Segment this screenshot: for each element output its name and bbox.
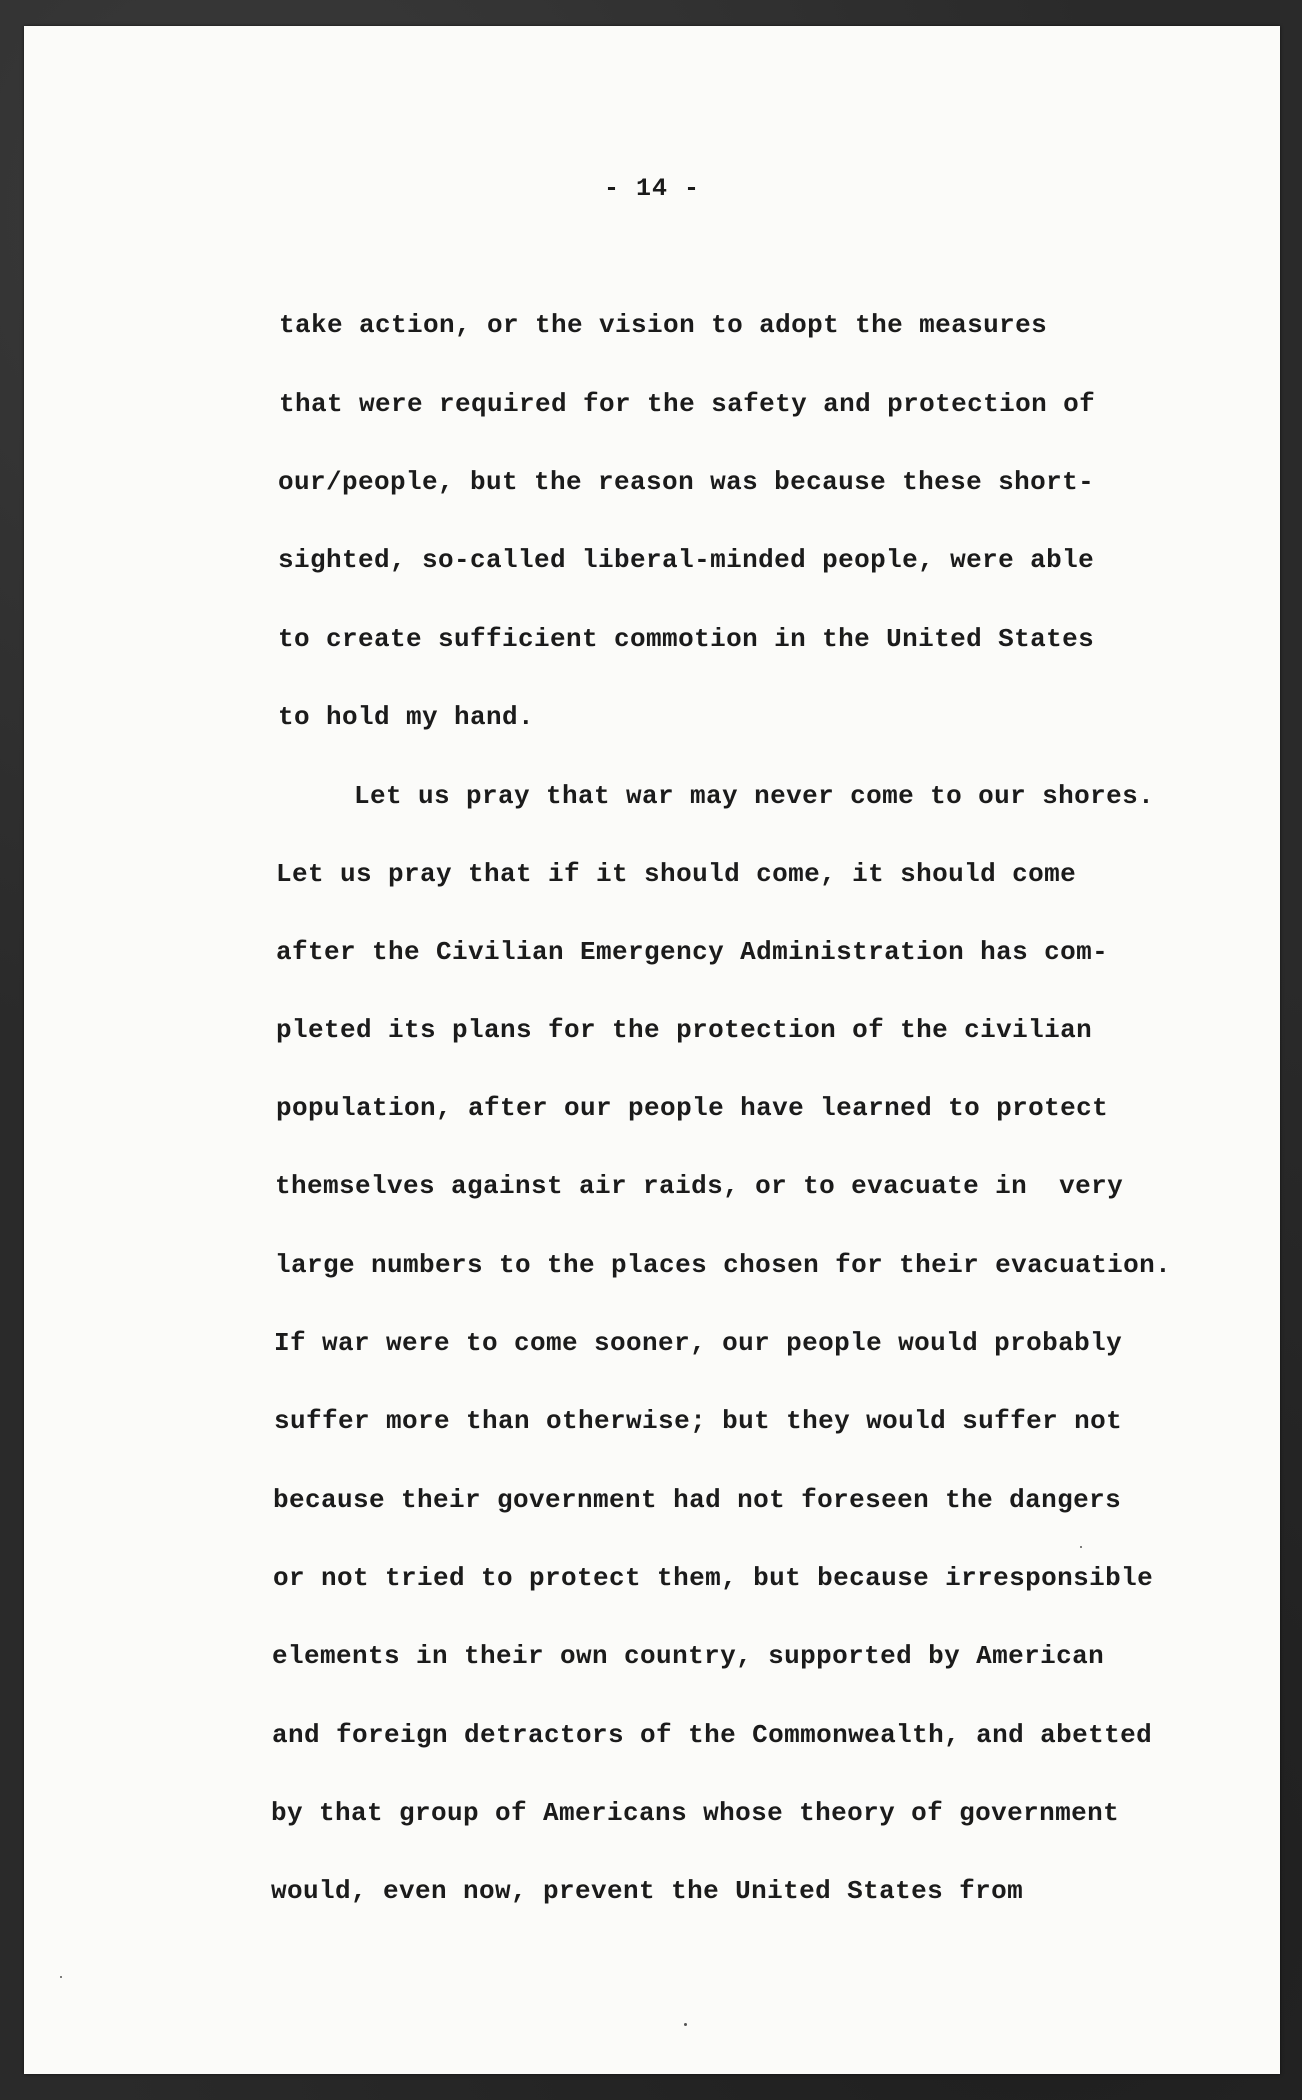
- text-line: Let us pray that war may never come to our shores.: [354, 781, 1155, 811]
- text-line: to hold my hand.: [278, 702, 535, 732]
- text-line: to create sufficient commotion in the United States: [278, 624, 1095, 654]
- text-line: sighted, so-called liberal-minded people, were able: [278, 545, 1095, 575]
- ink-speck: [60, 1976, 62, 1978]
- text-line: Let us pray that if it should come, it should come: [276, 859, 1077, 889]
- text-line: by that group of Americans whose theory of government: [271, 1798, 1120, 1828]
- text-line: suffer more than otherwise; but they would suffer not: [274, 1406, 1123, 1436]
- text-line: If war were to come sooner, our people would probably: [274, 1328, 1123, 1358]
- text-line: or not tried to protect them, but because irresponsible: [273, 1563, 1154, 1593]
- document-page: [24, 26, 1280, 2074]
- text-line: after the Civilian Emergency Administration has com-: [276, 937, 1109, 967]
- page-number: - 14 -: [603, 174, 700, 203]
- text-line: elements in their own country, supported by American: [272, 1641, 1105, 1671]
- text-line: large numbers to the places chosen for their evacuation.: [275, 1250, 1172, 1280]
- text-line: themselves against air raids, or to evacuate in very: [275, 1171, 1124, 1201]
- text-line: that were required for the safety and protection of: [279, 389, 1096, 419]
- ink-speck: [684, 2023, 687, 2026]
- ink-speck: [1080, 1546, 1082, 1548]
- text-line: take action, or the vision to adopt the measures: [279, 310, 1048, 340]
- text-line: and foreign detractors of the Commonwealth, and abetted: [272, 1720, 1153, 1750]
- text-line: population, after our people have learned to protect: [276, 1093, 1109, 1123]
- text-line: pleted its plans for the protection of the civilian: [276, 1015, 1093, 1045]
- text-line: would, even now, prevent the United States from: [271, 1876, 1024, 1906]
- text-line: because their government had not foreseen the dangers: [273, 1485, 1122, 1515]
- text-line: our/people, but the reason was because these short-: [278, 467, 1095, 497]
